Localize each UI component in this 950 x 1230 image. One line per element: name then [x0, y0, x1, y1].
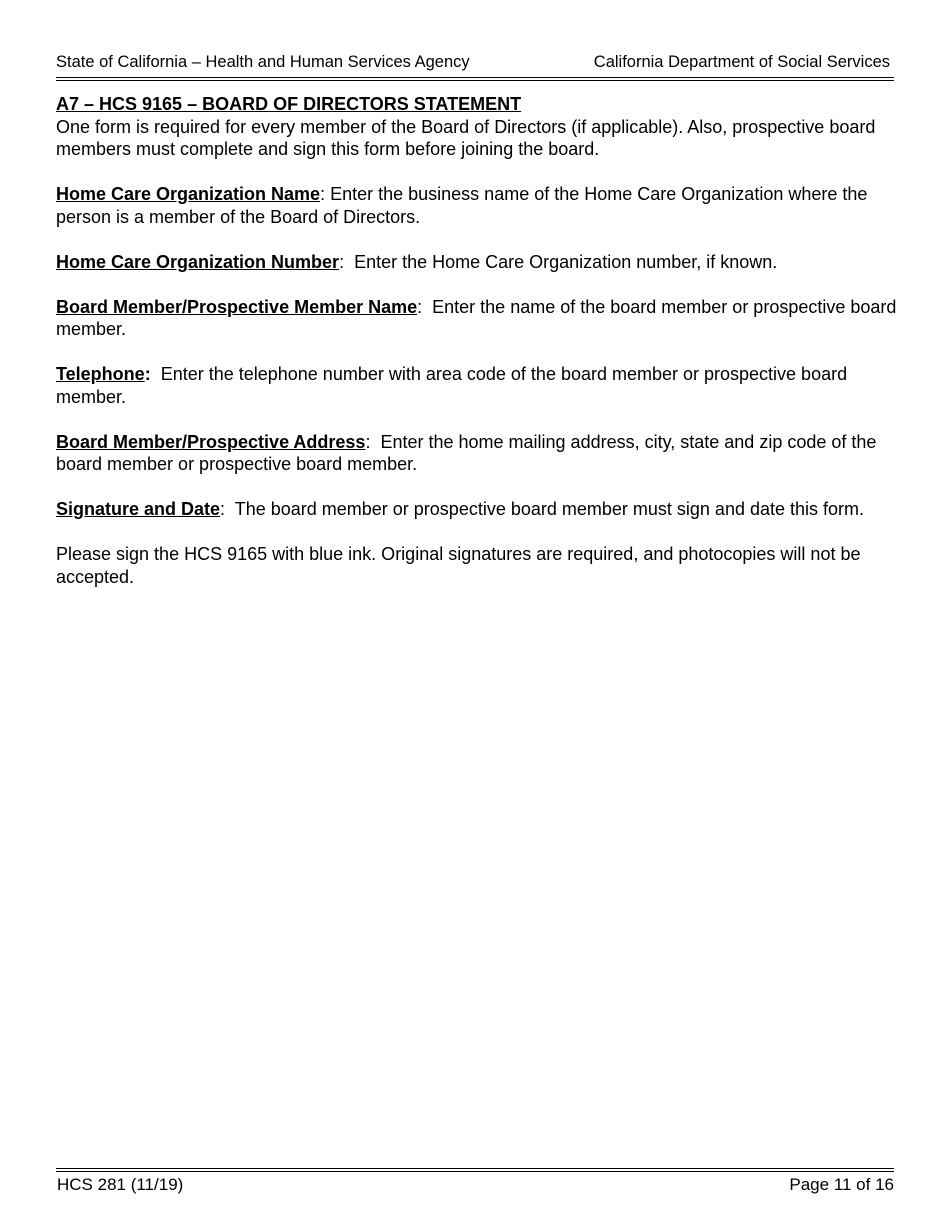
field-separator: :: [365, 431, 381, 452]
field-term: Telephone: [56, 364, 145, 384]
field-separator: :: [417, 296, 433, 317]
field-description: Enter the Home Care Organization number, if known.: [354, 251, 778, 272]
form-id: HCS 281 (11/19): [57, 1175, 184, 1194]
field-description: Enter the telephone number with area code of the board member or prospective board member.: [56, 364, 848, 407]
department-name: California Department of Social Services: [593, 53, 890, 71]
section-intro-block: [56, 93, 901, 161]
page-header: [56, 52, 894, 74]
field-instruction-signature: [56, 498, 901, 521]
field-description: Enter the business name of the Home Care Organization where the person is a member of the Board of Directors.: [56, 184, 868, 227]
page-number: Page 11 of 16: [789, 1175, 894, 1194]
section-title: A7 – HCS 9165 – BOARD OF DIRECTORS STATEMENT: [56, 94, 522, 114]
field-separator: :: [320, 184, 331, 204]
page-footer: [56, 1175, 894, 1197]
section-intro: One form is required for every member of the Board of Directors (if applicable). Also, prospective board members must complete and sign this form before joining the board.: [56, 116, 876, 159]
header-divider: [56, 77, 894, 81]
field-description: Enter the name of the board member or prospective board member.: [56, 296, 897, 339]
field-instruction-org-number: [56, 251, 901, 274]
field-term: Board Member/Prospective Member Name: [56, 296, 418, 317]
document-body: [56, 93, 901, 611]
field-term: Board Member/Prospective Address: [56, 431, 366, 452]
field-instruction-address: [56, 431, 901, 476]
field-separator: :: [220, 499, 235, 519]
field-description: The board member or prospective board member must sign and date this form.: [234, 499, 865, 519]
agency-name: State of California – Health and Human Services Agency: [56, 53, 470, 71]
footer-divider: [56, 1168, 894, 1172]
field-description: Enter the home mailing address, city, state and zip code of the board member or prospective board member.: [56, 431, 877, 474]
field-instruction-telephone: [56, 363, 901, 408]
field-instruction-org-name: [56, 183, 901, 228]
field-term: Home Care Organization Number: [56, 251, 340, 272]
closing-note: Please sign the HCS 9165 with blue ink. Original signatures are required, and photocopies will not be accepted.: [56, 544, 861, 587]
field-separator: :: [339, 251, 355, 272]
field-term: Signature and Date: [56, 499, 221, 519]
field-separator: :: [144, 364, 161, 384]
field-instruction-member-name: [56, 296, 901, 341]
field-term: Home Care Organization Name: [56, 184, 321, 204]
